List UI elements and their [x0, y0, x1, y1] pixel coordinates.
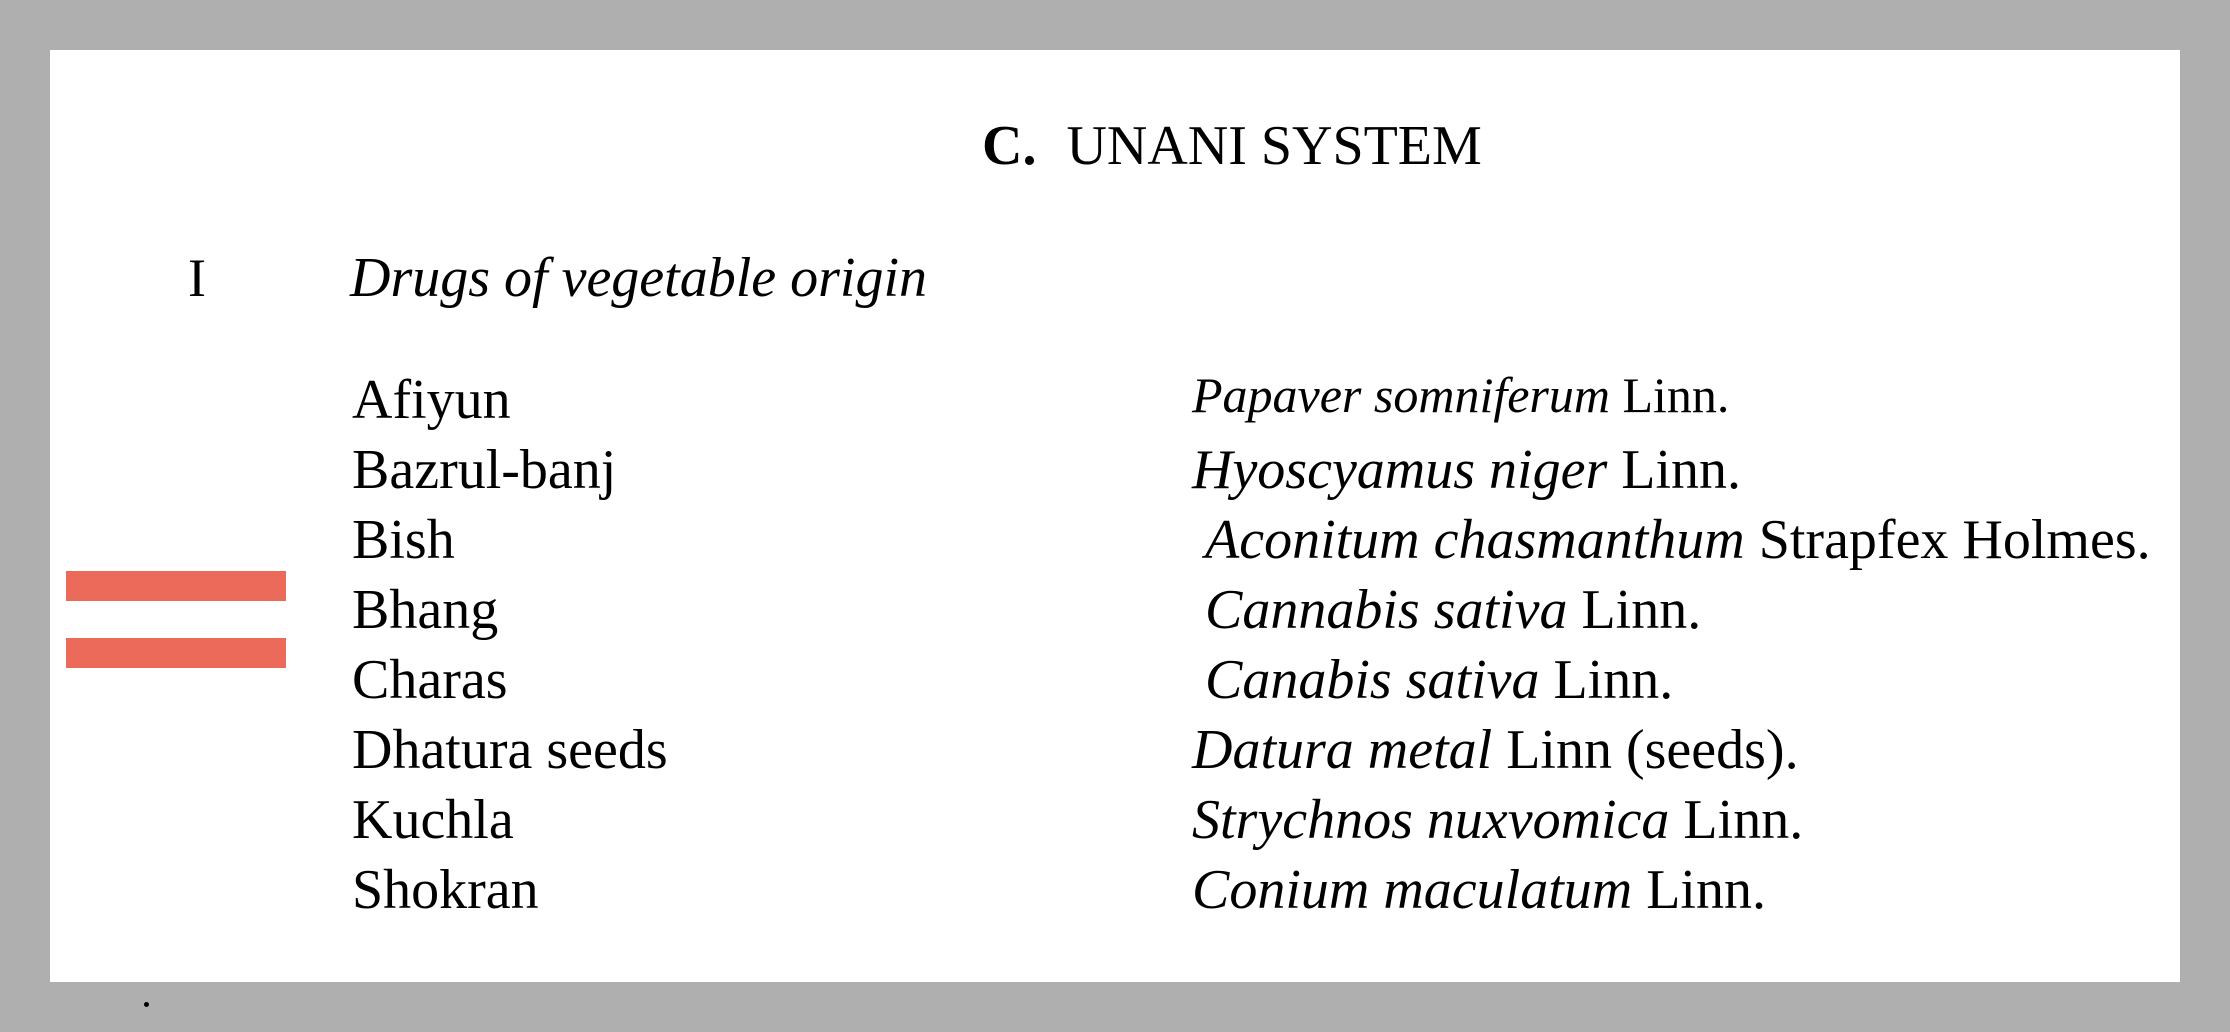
section-heading: [982, 110, 1482, 182]
drug-botanical: [1192, 435, 1741, 505]
drug-botanical: [1192, 360, 1729, 430]
heading-letter: C.: [982, 115, 1037, 177]
drug-name: Bhang: [352, 579, 499, 641]
highlight-marker: [66, 571, 286, 601]
highlight-marker: [66, 638, 286, 668]
drug-name: Shokran: [352, 859, 539, 921]
botanical-authority: Strapfex Holmes.: [1758, 509, 2151, 571]
drug-name: Charas: [352, 649, 508, 711]
botanical-authority: Linn.: [1683, 789, 1804, 851]
botanical-name: Canabis sativa: [1205, 649, 1540, 711]
document-page: [50, 50, 2180, 982]
drug-botanical: [1192, 715, 1799, 785]
botanical-authority: Linn.: [1553, 649, 1674, 711]
drug-botanical: [1205, 645, 1673, 715]
drug-name: Bish: [352, 509, 455, 571]
botanical-name: Aconitum chasmanthum: [1205, 509, 1745, 571]
botanical-authority: Linn.: [1646, 859, 1766, 921]
drug-botanical: [1192, 785, 1803, 855]
stray-dot: [144, 1002, 149, 1007]
botanical-name: Strychnos nuxvomica: [1192, 789, 1670, 851]
botanical-authority: Linn.: [1581, 579, 1702, 641]
drug-botanical: [1192, 855, 1766, 925]
botanical-authority: Linn (seeds).: [1506, 719, 1799, 781]
botanical-authority: Linn.: [1622, 367, 1730, 423]
botanical-name: Papaver somniferum: [1192, 367, 1610, 423]
drug-botanical: [1205, 505, 2151, 575]
botanical-name: Datura metal: [1192, 719, 1493, 781]
botanical-name: Conium maculatum: [1192, 859, 1633, 921]
drug-name: Kuchla: [352, 789, 514, 851]
section-numeral: I: [188, 248, 206, 308]
botanical-name: Cannabis sativa: [1205, 579, 1568, 641]
section-title: Drugs of vegetable origin: [350, 247, 928, 309]
botanical-authority: Linn.: [1621, 439, 1742, 501]
drug-name: Bazrul-banj: [352, 439, 617, 501]
drug-botanical: [1205, 575, 1701, 645]
botanical-name: Hyoscyamus niger: [1192, 439, 1608, 501]
drug-name: Dhatura seeds: [352, 719, 668, 781]
drug-name: Afiyun: [352, 369, 511, 431]
heading-title: UNANI SYSTEM: [1066, 115, 1482, 177]
